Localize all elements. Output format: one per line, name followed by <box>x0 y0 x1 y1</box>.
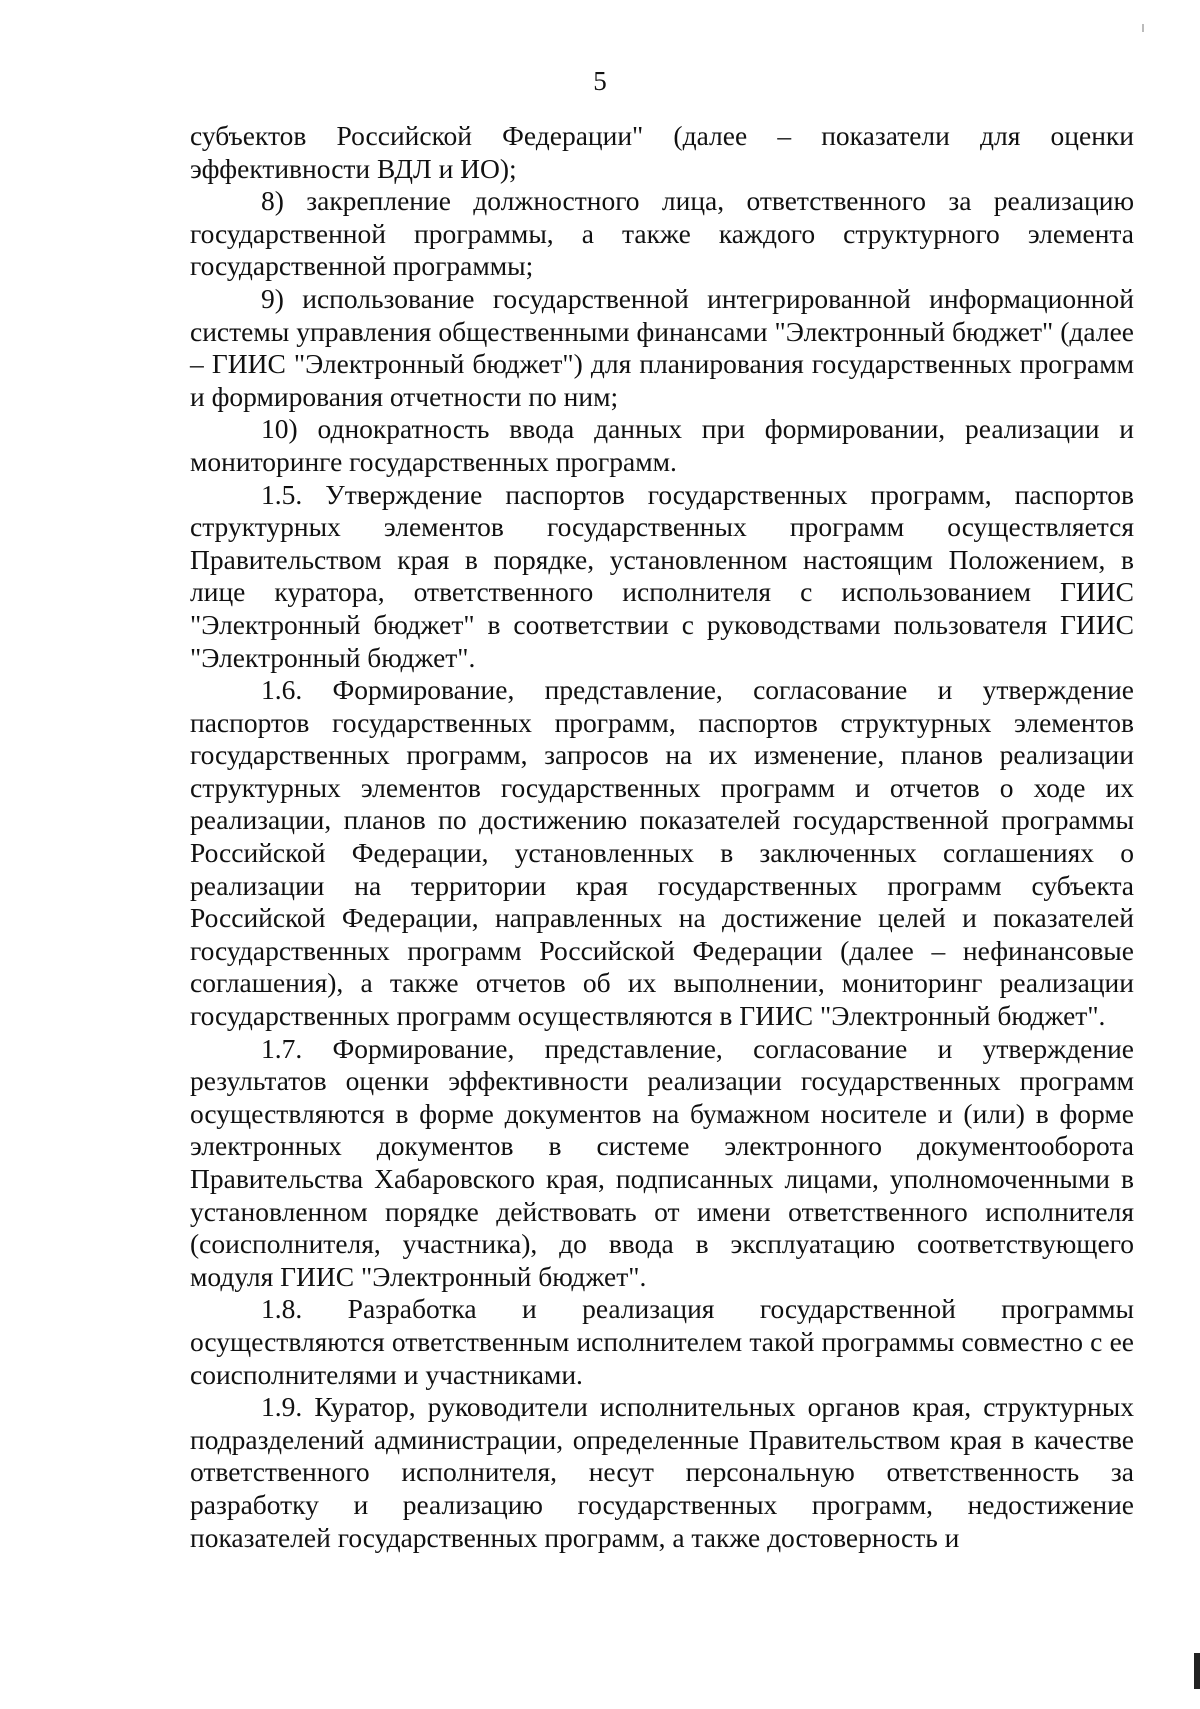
paragraph-1-6: 1.6. Формирование, представление, согласование и утверждение паспортов государственных программ, паспортов структурных элементов государственных программ, запросов на их изменение, планов реализации структурных элементов государственных программ и отчетов о ходе их реализации, планов по достижению показателей государственной программы Российской Федерации, установленных в заключенных соглашениях о реализации на территории края государственных программ субъекта Российской Федерации, направленных на достижение целей и показателей государственных программ Российской Федерации (далее – нефинансовые соглашения), а также отчетов об их выполнении, мониторинг реализации государственных программ осуществляются в ГИИС "Электронный бюджет". <box>190 674 1134 1032</box>
scan-artifact <box>1142 24 1144 32</box>
paragraph-item-8: 8) закрепление должностного лица, ответственного за реализацию государственной программы, а также каждого структурного элемента государственной программы; <box>190 185 1134 282</box>
document-body <box>190 120 1134 1554</box>
paragraph-continuation: субъектов Российской Федерации" (далее – показатели для оценки эффективности ВДЛ и ИО); <box>190 120 1134 184</box>
paragraph-item-10: 10) однократность ввода данных при формировании, реализации и мониторинге государственных программ. <box>190 413 1134 477</box>
paragraph-1-9: 1.9. Куратор, руководители исполнительных органов края, структурных подразделений администрации, определенные Правительством края в качестве ответственного исполнителя, несут персональную ответственность за разработку и реализацию государственных программ, недостижение показателей государственных программ, а также достоверность и <box>190 1391 1134 1553</box>
paragraph-1-5: 1.5. Утверждение паспортов государственных программ, паспортов структурных элементов государственных программ осуществляется Правительством края в порядке, установленном настоящим Положением, в лице куратора, ответственного исполнителя с использованием ГИИС "Электронный бюджет" в соответствии с руководствами пользователя ГИИС "Электронный бюджет". <box>190 478 1134 673</box>
paragraph-1-7: 1.7. Формирование, представление, согласование и утверждение результатов оценки эффективности реализации государственных программ осуществляются в форме документов на бумажном носителе и (или) в форме электронных документов в системе электронного документооборота Правительства Хабаровского края, подписанных лицами, уполномоченными в установленном порядке действовать от имени ответственного исполнителя (соисполнителя, участника), до ввода в эксплуатацию соответствующего модуля ГИИС "Электронный бюджет". <box>190 1032 1134 1292</box>
paragraph-1-8: 1.8. Разработка и реализация государственной программы осуществляются ответственным исполнителем такой программы совместно с ее соисполнителями и участниками. <box>190 1293 1134 1390</box>
page-number: 5 <box>593 66 607 96</box>
scan-edge-mark <box>1194 1653 1200 1689</box>
paragraph-item-9: 9) использование государственной интегрированной информационной системы управления общественными финансами "Электронный бюджет" (далее – ГИИС "Электронный бюджет") для планирования государственных программ и формирования отчетности по ним; <box>190 282 1134 412</box>
